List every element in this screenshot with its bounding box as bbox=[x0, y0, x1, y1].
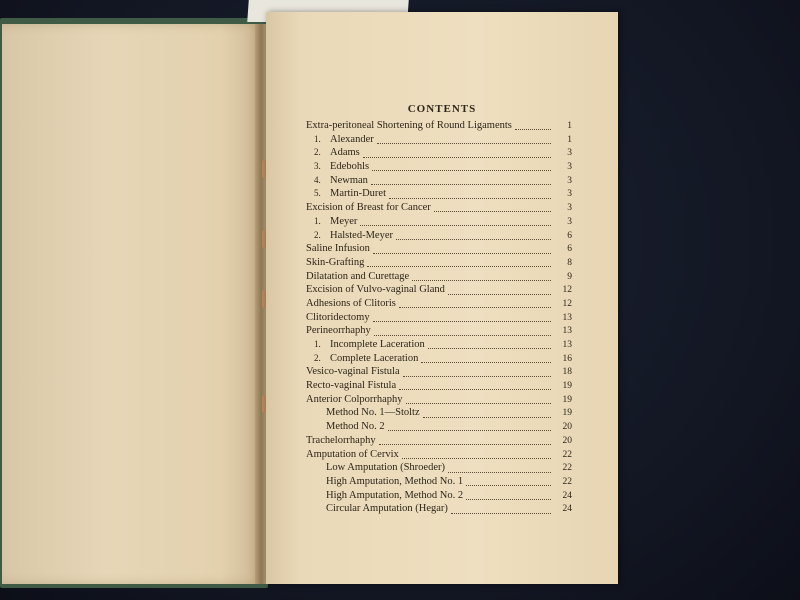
dot-leader bbox=[373, 245, 551, 254]
left-page bbox=[2, 24, 260, 584]
toc-entry-label: Vesico-vaginal Fistula bbox=[306, 366, 400, 378]
toc-entry-page: 13 bbox=[562, 340, 572, 350]
dot-leader bbox=[374, 327, 551, 336]
toc-entry-label: Excision of Vulvo-vaginal Gland bbox=[306, 284, 445, 296]
toc-entry-page: 3 bbox=[567, 175, 572, 186]
toc-entry-page: 22 bbox=[562, 476, 572, 487]
dot-leader bbox=[434, 203, 551, 212]
toc-entry bbox=[306, 406, 572, 420]
toc-entry-page: 3 bbox=[567, 189, 572, 200]
dot-leader bbox=[428, 340, 551, 349]
toc-entry-number: 4. bbox=[314, 174, 321, 185]
toc-entry-number: 1. bbox=[314, 133, 321, 144]
toc-entry-label: Extra-peritoneal Shortening of Round Ligaments bbox=[306, 120, 512, 131]
toc-entry bbox=[306, 475, 572, 489]
dot-leader bbox=[367, 258, 551, 267]
toc-entry-page: 13 bbox=[562, 312, 572, 323]
toc-entry bbox=[306, 160, 572, 174]
toc-entry-page: 19 bbox=[562, 381, 572, 392]
toc-entry-page: 20 bbox=[562, 422, 572, 433]
toc-entry-label: Circular Amputation (Hegar) bbox=[326, 503, 448, 515]
toc-entry-page: 9 bbox=[567, 271, 572, 282]
toc-entry bbox=[306, 379, 572, 393]
toc-entry-label: High Amputation, Method No. 1 bbox=[326, 475, 464, 487]
toc-entry bbox=[306, 502, 572, 516]
dot-leader bbox=[403, 368, 551, 377]
toc-entry-page: 6 bbox=[567, 244, 572, 255]
toc-entry-label: Skin-Grafting bbox=[306, 256, 365, 268]
toc-entry-page: 3 bbox=[567, 148, 572, 159]
dot-leader bbox=[396, 231, 551, 240]
toc-entry-label: Halsted-Meyer bbox=[330, 229, 393, 241]
toc-entry-label: Recto-vaginal Fistula bbox=[306, 380, 397, 392]
dot-leader bbox=[371, 176, 551, 185]
toc-entry bbox=[306, 393, 572, 407]
dot-leader bbox=[448, 286, 551, 295]
toc-entry-page: 12 bbox=[562, 298, 572, 309]
toc-entry-label: Method No. 2 bbox=[326, 421, 385, 433]
toc-entry-label: Adams bbox=[330, 147, 360, 159]
dot-leader bbox=[360, 217, 551, 226]
toc-entry-label: Complete Laceration bbox=[330, 352, 419, 364]
toc-entry bbox=[306, 187, 572, 201]
toc-entry-number: 1. bbox=[314, 215, 321, 226]
toc-entry-page: 22 bbox=[562, 449, 572, 460]
toc-entry-page: 18 bbox=[562, 367, 572, 378]
toc-entry-page: 24 bbox=[562, 504, 572, 515]
dot-leader bbox=[377, 135, 551, 144]
toc-entry bbox=[306, 461, 572, 475]
dot-leader bbox=[399, 299, 551, 308]
toc-entry bbox=[306, 448, 572, 462]
toc-entry-page: 13 bbox=[562, 326, 572, 337]
dot-leader bbox=[402, 450, 551, 459]
toc-entry-label: High Amputation, Method No. 2 bbox=[326, 489, 464, 501]
dot-leader bbox=[412, 272, 551, 281]
toc-entry-page: 8 bbox=[567, 257, 572, 268]
toc-entry-page: 19 bbox=[562, 394, 572, 405]
toc-entry-label: Perineorrhaphy bbox=[306, 325, 371, 337]
toc-entry-label: Newman bbox=[330, 174, 368, 186]
toc-entry-label: Dilatation and Curettage bbox=[306, 270, 410, 282]
toc-entry-page: 19 bbox=[562, 408, 572, 419]
toc-entry-number: 3. bbox=[314, 161, 321, 172]
toc-entry bbox=[306, 297, 572, 311]
toc-entry bbox=[306, 420, 572, 434]
toc-entry-page: 16 bbox=[562, 353, 572, 364]
toc-entry-label: Trachelorrhaphy bbox=[306, 434, 376, 446]
toc-entry bbox=[306, 270, 572, 284]
toc-entry bbox=[306, 229, 572, 243]
toc-entry-page: 1 bbox=[567, 134, 572, 145]
toc-entry-page: 3 bbox=[567, 162, 572, 173]
dot-leader bbox=[421, 354, 551, 363]
toc-entry-page: 24 bbox=[562, 490, 572, 501]
toc-entry-number: 5. bbox=[314, 188, 321, 199]
dot-leader bbox=[363, 149, 551, 158]
toc-entry-label: Anterior Colporrhaphy bbox=[306, 393, 403, 405]
toc-entry bbox=[306, 338, 572, 352]
dot-leader bbox=[399, 381, 551, 390]
dot-leader bbox=[406, 395, 551, 404]
toc-entry bbox=[306, 365, 572, 379]
dot-leader bbox=[448, 464, 551, 473]
dot-leader bbox=[451, 505, 551, 514]
toc-entry-label: Excision of Breast for Cancer bbox=[306, 202, 431, 214]
toc-entry-page: 22 bbox=[562, 463, 572, 474]
toc-entry-page: 6 bbox=[567, 230, 572, 241]
toc-entry-label: Alexander bbox=[330, 133, 374, 145]
toc-entry-label: Incomplete Laceration bbox=[330, 339, 425, 350]
toc-entry bbox=[306, 146, 572, 160]
toc-entry-label: Adhesions of Clitoris bbox=[306, 297, 396, 309]
dot-leader bbox=[466, 491, 551, 500]
toc-entry bbox=[306, 489, 572, 503]
toc-entry-page: 20 bbox=[562, 435, 572, 446]
toc-entry bbox=[306, 283, 572, 297]
toc-entry bbox=[306, 119, 572, 133]
dot-leader bbox=[423, 409, 551, 418]
toc-entry-page: 12 bbox=[562, 285, 572, 296]
toc-entry-label: Saline Infusion bbox=[306, 243, 370, 255]
toc-entry-label: Meyer bbox=[330, 215, 358, 227]
dot-leader bbox=[379, 436, 551, 445]
toc-entry bbox=[306, 201, 572, 215]
toc-entry-label: Low Amputation (Shroeder) bbox=[326, 462, 445, 474]
toc-entry bbox=[306, 242, 572, 256]
dot-leader bbox=[466, 477, 551, 486]
dot-leader bbox=[388, 422, 551, 431]
toc-entry bbox=[306, 174, 572, 188]
dot-leader bbox=[372, 162, 551, 171]
toc-entry-label: Martin-Duret bbox=[330, 188, 386, 200]
toc-entry-label: Method No. 1—Stoltz bbox=[326, 407, 420, 419]
contents-heading: CONTENTS bbox=[407, 103, 477, 115]
toc-entry-number: 2. bbox=[314, 352, 321, 363]
toc-entry bbox=[306, 133, 572, 147]
toc-entry bbox=[306, 352, 572, 366]
dot-leader bbox=[373, 313, 551, 322]
toc-entry-label: Clitoridectomy bbox=[306, 311, 370, 323]
toc-entry bbox=[306, 215, 572, 229]
toc-entry bbox=[306, 434, 572, 448]
toc-entry-page: 1 bbox=[567, 121, 572, 131]
toc-entry bbox=[306, 256, 572, 270]
toc-entry bbox=[306, 324, 572, 338]
toc-entry-page: 3 bbox=[567, 216, 572, 227]
toc-entry bbox=[306, 311, 572, 325]
toc-entry-label: Amputation of Cervix bbox=[306, 448, 399, 460]
table-of-contents bbox=[306, 119, 572, 516]
dot-leader bbox=[515, 121, 551, 130]
dot-leader bbox=[389, 190, 551, 199]
toc-entry-number: 1. bbox=[314, 339, 321, 349]
toc-entry-number: 2. bbox=[314, 229, 321, 240]
toc-entry-number: 2. bbox=[314, 147, 321, 158]
toc-entry-label: Edebohls bbox=[330, 161, 370, 173]
toc-entry-page: 3 bbox=[567, 203, 572, 214]
